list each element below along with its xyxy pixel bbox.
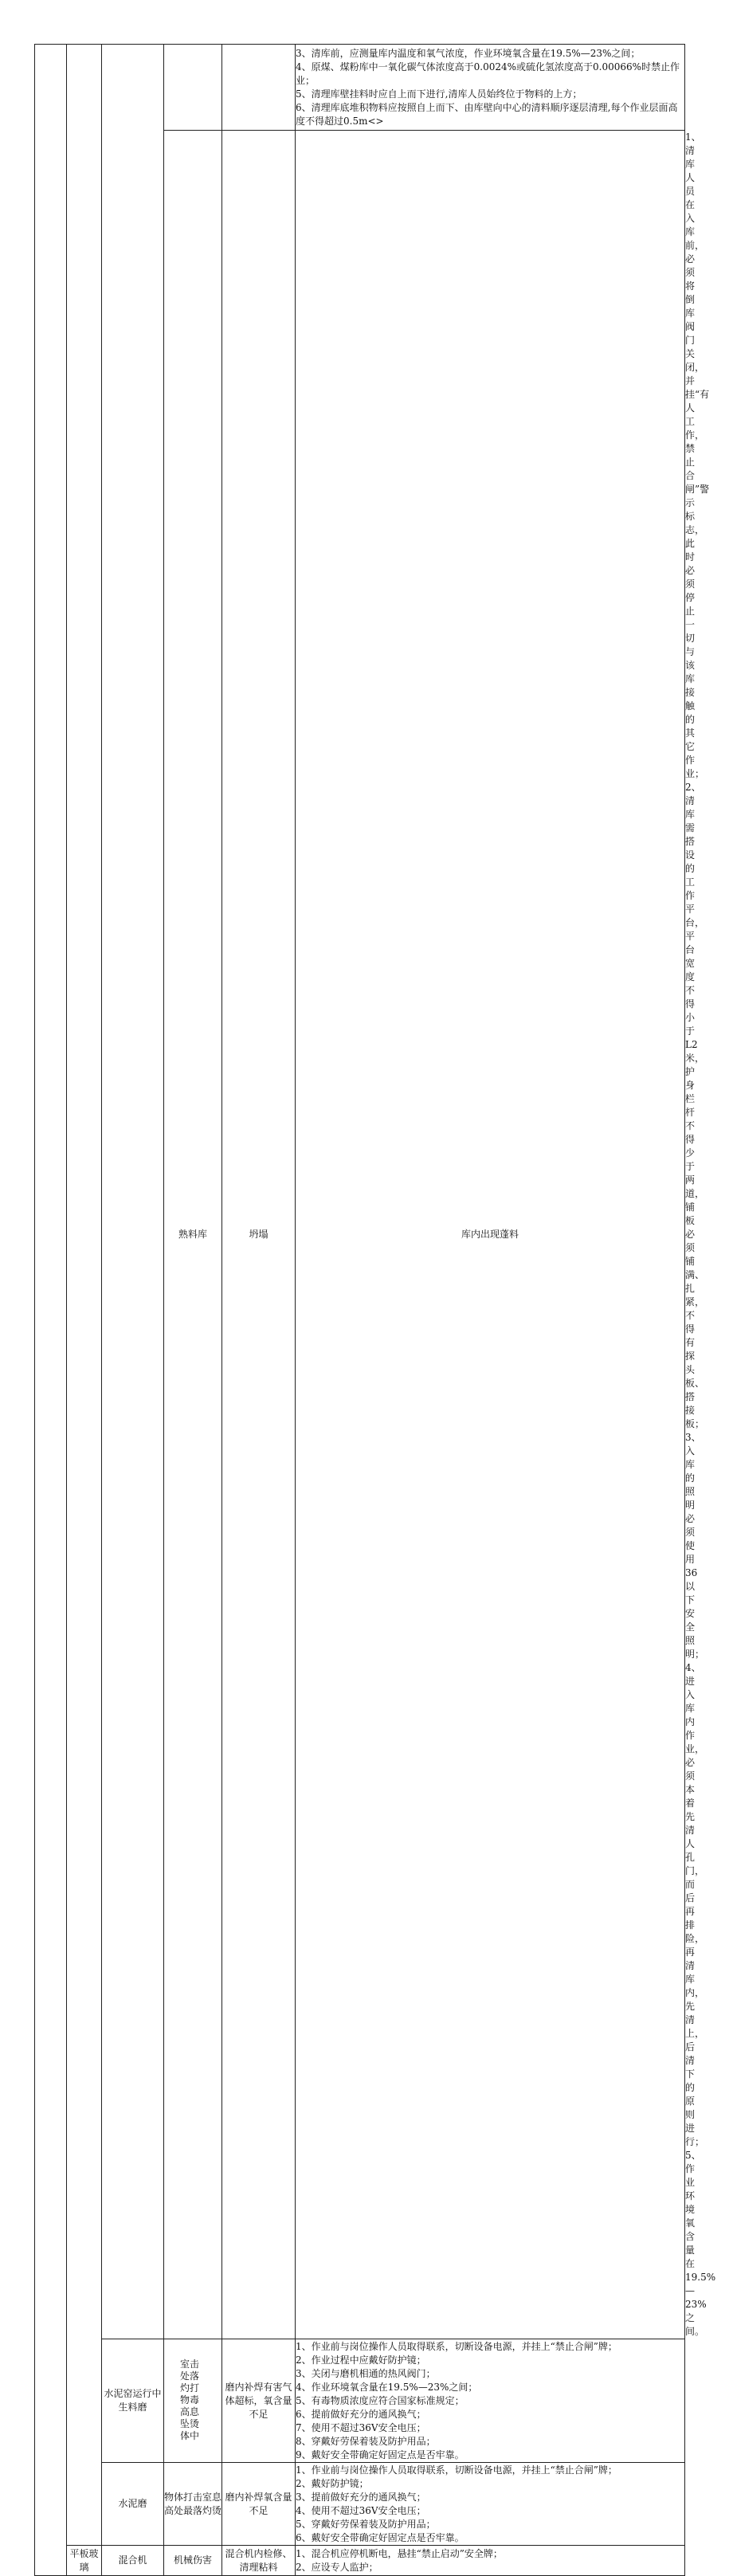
plant-cell: 混合机 (102, 2546, 164, 2576)
measures-cell (296, 2546, 685, 2576)
measure-item: 9、戴好安全带确定好固定点是否牢靠。 (296, 2449, 464, 2460)
table-row (35, 2463, 685, 2546)
measure-item: 5、有毒物质浓度应符合国家标准规定； (296, 2394, 464, 2406)
measure-item: 1、混合机应停机断电，悬挂“禁止启动”安全牌； (296, 2547, 503, 2559)
hazard-cell: 坍塌 (222, 131, 296, 2339)
cause-cell: 混合机内检修、清理粘料 (222, 2546, 296, 2576)
measure-item: 2、应设专人监护； (296, 2561, 378, 2573)
cause-cell: 磨内补焊氧含量不足 (222, 2463, 296, 2546)
measure-item: 6、清理库底堆积物料应按照自上而下、由库壁向中心的清料顺序逐层清理,每个作业层面高度不得超过0.5m<> (296, 101, 678, 127)
measure-item: 8、穿戴好劳保着装及防护用品； (296, 2435, 436, 2447)
measure-item: 3、关闭与磨机相通的热风阀门； (296, 2367, 436, 2379)
measures-cell (296, 45, 685, 131)
plant-cell (102, 45, 164, 2339)
measure-item: 3、提前做好充分的通风换气； (296, 2491, 426, 2503)
measures-cell (296, 2339, 685, 2463)
table-row: 熟料库 坍塌 库内出现蓬料 1、清库人员在入库前，必须将倒库阀门关闭，并挂“有人工作，禁止合闸”警示标志，此时必须停止一切与该库接触的其它作业； 2、清库需搭设的工作平台，平台宽度不得小于L2米，护身栏杆不得少于两道，铺板必须铺满、扎紧，不得有探头板、搭接板； 3、入库的照明必须使用36以下安全照明； 4、进入库内作业，必须本着先清人孔门，而后再排险，再清库内，先清上，后清下的原则进行； 5、作业环境氧含量在19.5%—23%之间。 (35, 131, 685, 2339)
section-cell: 平板玻璃 (67, 2546, 102, 2576)
cause-cell (222, 45, 296, 131)
measure-item: 4、作业环境氧含量在19.5%—23%之间； (296, 2381, 478, 2393)
safety-measures-table (34, 44, 716, 2576)
measure-item: 4、使用不超过36V安全电压； (296, 2504, 426, 2516)
measure-item: 5、穿戴好劳保着装及防护用品； (296, 2518, 436, 2530)
section-cell (67, 45, 102, 2546)
measure-item: 2、作业过程中应戴好防护镜； (296, 2354, 426, 2366)
measure-item: 1、作业前与岗位操作人员取得联系，切断设备电源，并挂上“禁止合闸”牌； (296, 2464, 617, 2476)
measure-item: 6、戴好安全带确定好固定点是否牢靠。 (296, 2531, 464, 2543)
hazard-cell: 机械伤害 (164, 2546, 222, 2576)
cause-cell: 磨内补焊有害气体超标，氧含量不足 (222, 2339, 296, 2463)
hazard-cell (164, 45, 222, 131)
plant-cell: 水泥窑运行中生料磨 (102, 2339, 164, 2463)
cause-cell: 库内出现蓬料 (296, 131, 685, 2339)
hazard-cell: 物体打击室息高处最落灼烫 (164, 2463, 222, 2546)
measures-cell (296, 2463, 685, 2546)
measure-item: 4、原煤、煤粉库中一氧化碳气体浓度高于0.0024%或硫化氢浓度高于0.00066%时禁止作业； (296, 61, 680, 86)
measure-item: 1、作业前与岗位操作人员取得联系，切断设备电源，并挂上“禁止合闸”牌； (296, 2340, 617, 2352)
measure-item: 7、使用不超过36V安全电压； (296, 2421, 426, 2433)
measure-item: 6、提前做好充分的通风换气； (296, 2408, 426, 2420)
measure-item: 5、清理库壁挂料时应自上而下进行,清库人员始终位于物料的上方； (296, 88, 582, 100)
table-row (35, 2546, 685, 2576)
measure-item: 3、清库前，应测量库内温度和氧气浓度，作业环境氧含量在19.5%—23%之间； (296, 47, 641, 59)
table-row (35, 45, 685, 131)
measure-item: 2、戴好防护镜； (296, 2477, 369, 2489)
plant-cell: 水泥磨 (102, 2463, 164, 2546)
hazard-text: 室击处落灼打物毒高息坠烫体中 (180, 2358, 200, 2441)
blank-column-cell (35, 45, 67, 2576)
hazard-cell (164, 2339, 222, 2463)
plant-cell: 熟料库 (164, 131, 222, 2339)
table-row (35, 2339, 685, 2463)
